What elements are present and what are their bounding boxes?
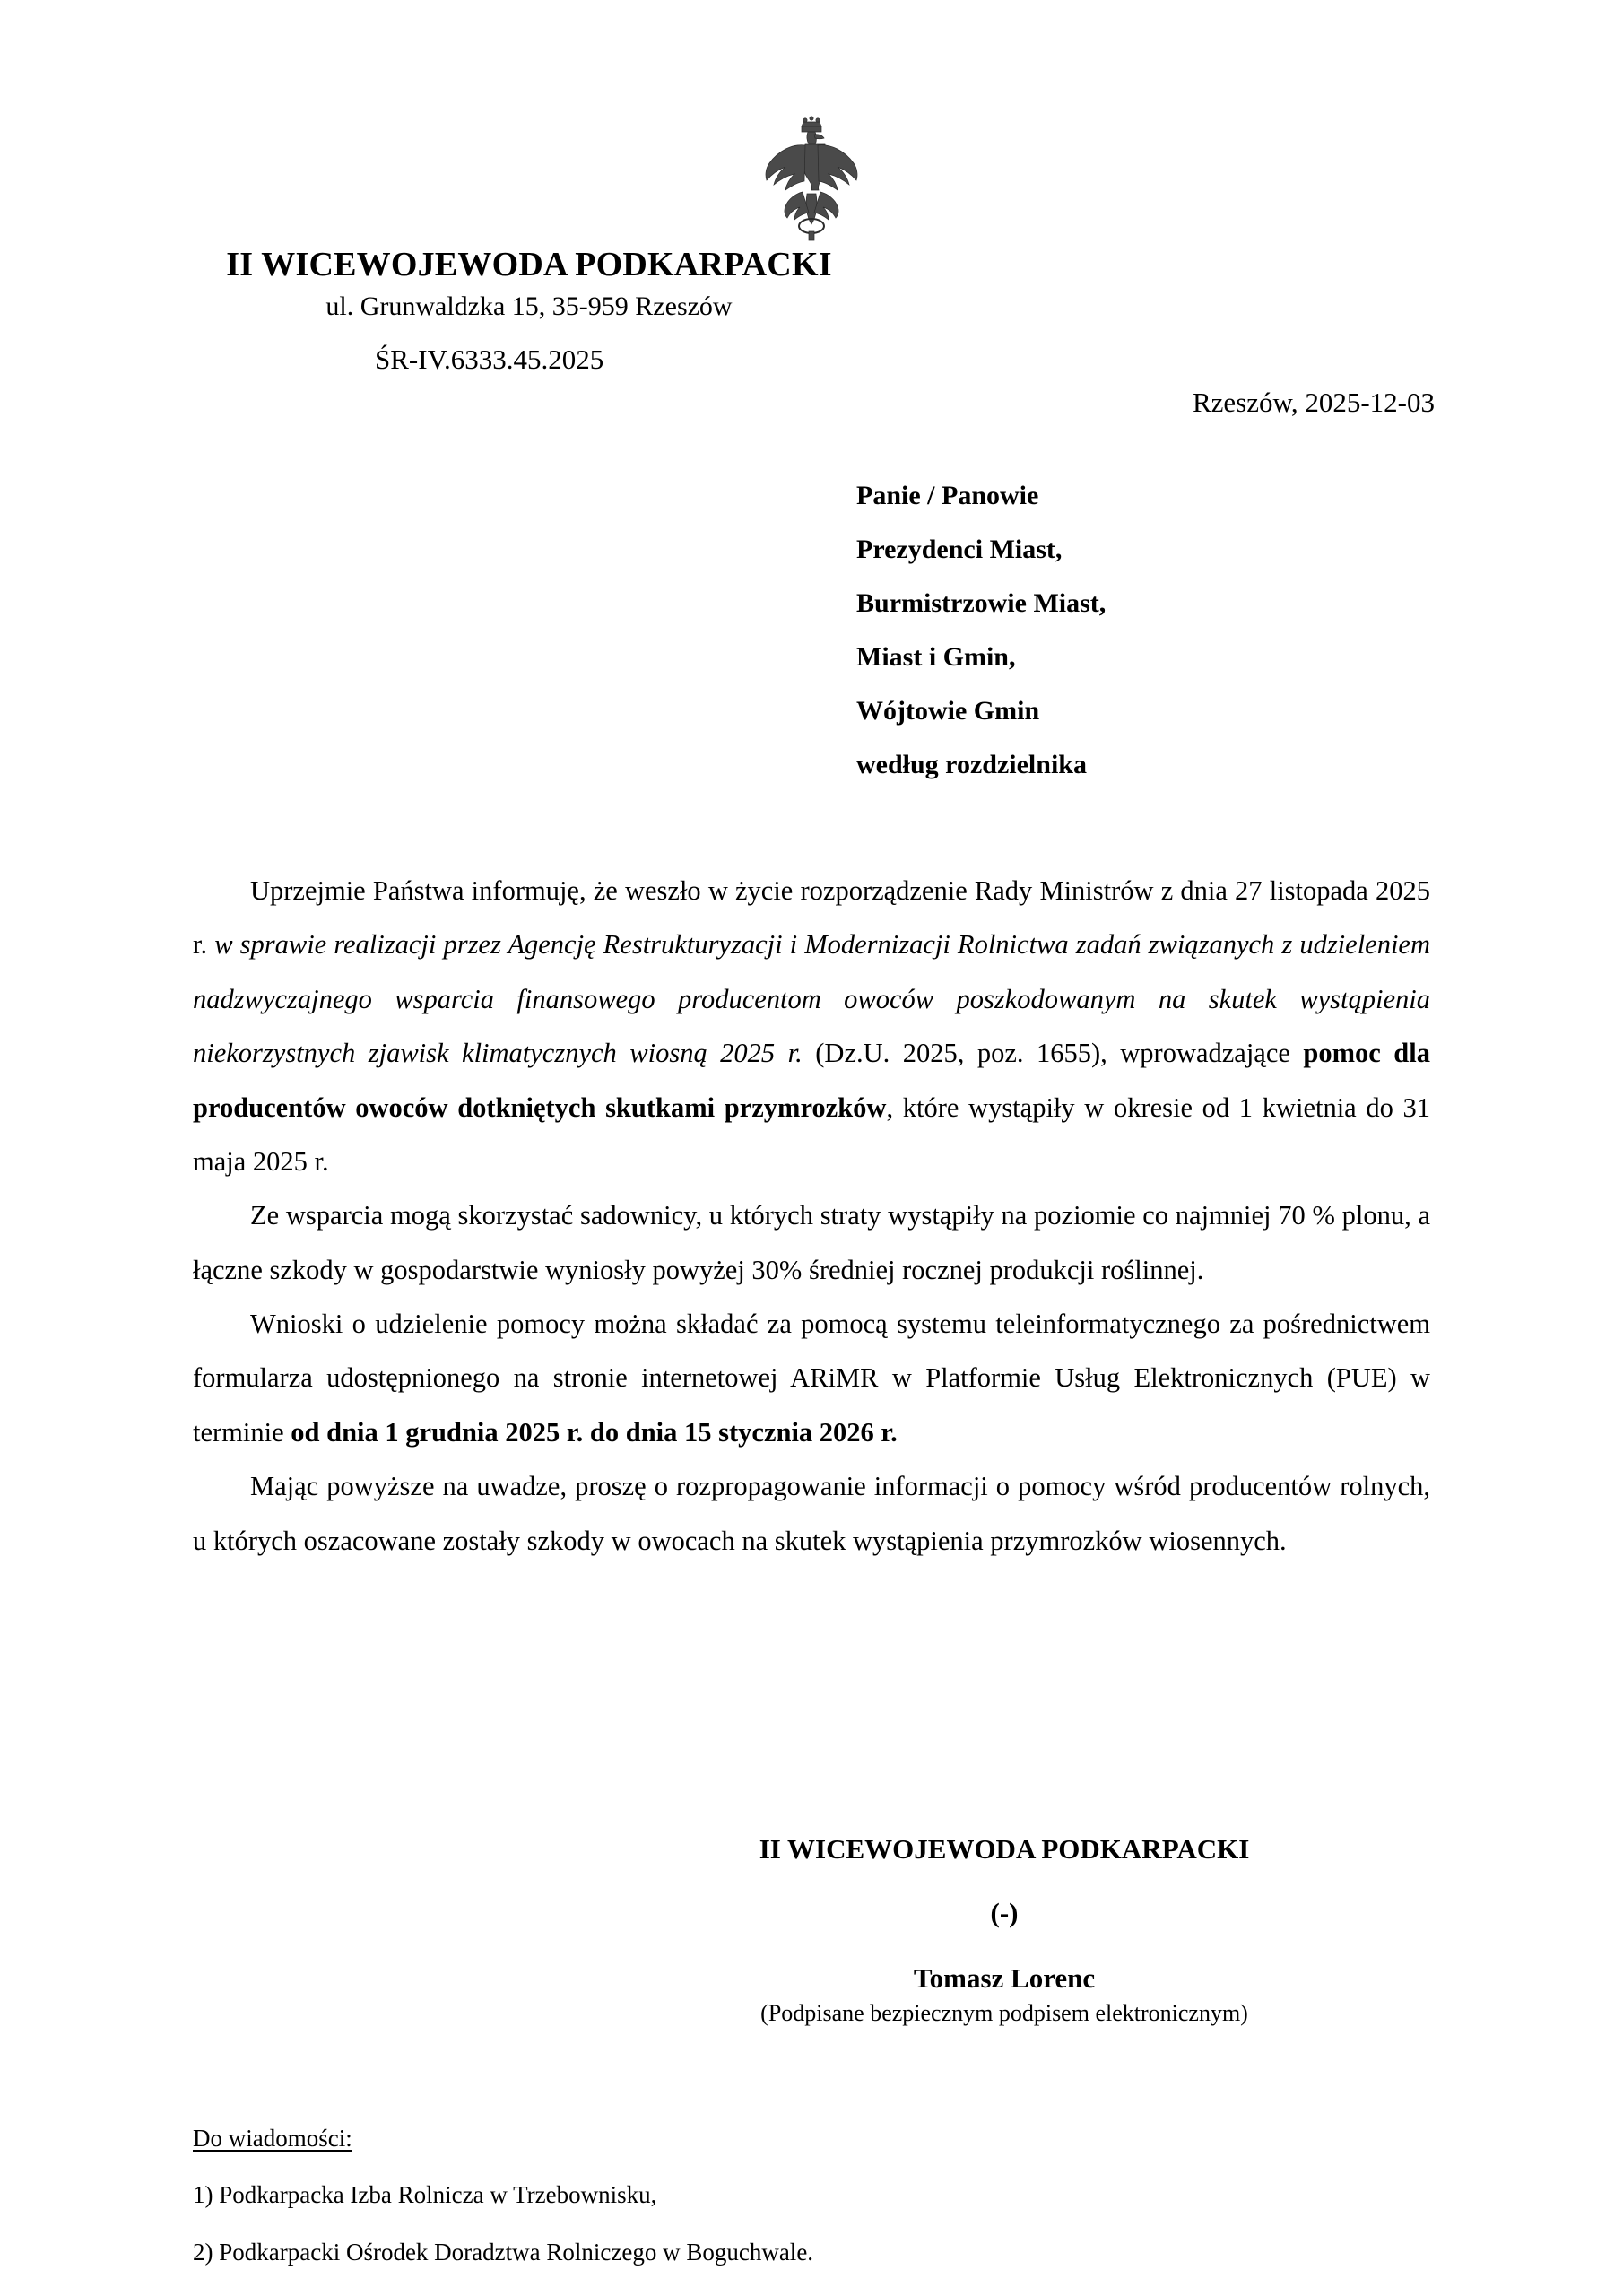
letterhead xyxy=(0,246,1058,323)
body-paragraph-3 xyxy=(193,1297,1430,1459)
addressee-block xyxy=(856,469,1106,792)
office-address: ul. Grunwaldzka 15, 35-959 Rzeszów xyxy=(325,291,733,321)
addressee-line: Prezydenci Miast, xyxy=(856,535,1063,564)
p1-part2-italic: w sprawie realizacji przez Agencję Restrukturyzacji i Modernizacji Rolnictwa zadań związanych z udzieleniem nadzwyczajnego wsparcia finansowego producentom owoców poszkodowanym na skutek wystąpienia niekorzystnych zjawisk klimatycznych wiosną 2025 r. xyxy=(193,929,1430,1069)
cc-list-item: 1) Podkarpacka Izba Rolnicza w Trzebownisku, xyxy=(193,2181,657,2209)
p1-part3: (Dz.U. 2025, poz. 1655), wprowadzające xyxy=(815,1038,1304,1069)
emblem-container xyxy=(0,115,1623,242)
p3-part2-bold: od dnia 1 grudnia 2025 r. do dnia 15 stycznia 2026 r. xyxy=(291,1416,898,1448)
cc-list-item: 2) Podkarpacki Ośrodek Doradztwa Rolniczego w Boguchwale. xyxy=(193,2238,814,2266)
p1-part5: , które wystąpiły w okresie od 1 kwietnia do 31 maja 2025 r. xyxy=(193,1091,1430,1177)
signature-name: Tomasz Lorenc xyxy=(913,1962,1096,1995)
p1-part4-bold: pomoc dla producentów owoców dotkniętych skutkami przymrozków xyxy=(193,1038,1430,1123)
place-and-date: Rzeszów, 2025-12-03 xyxy=(1192,387,1435,418)
body-paragraph-4: Mając powyższe na uwadze, proszę o rozpropagowanie informacji o pomocy wśród producentów rolnych, u których oszacowane zostały szkody w owocach na skutek wystąpienia przymrozków wiosennych. xyxy=(193,1471,1430,1556)
reference-number: ŚR-IV.6333.45.2025 xyxy=(375,344,604,375)
signature-dash: (-) xyxy=(990,1897,1019,1929)
p3-part1: Wnioski o udzielenie pomocy można składać za pomocą systemu teleinformatycznego za pośrednictwem formularza udostępnionego na stronie internetowej ARiMR w Platformie Usług Elektronicznych (PUE) w terminie xyxy=(193,1309,1430,1448)
signature-block xyxy=(574,1832,1435,2027)
signature-electronic-note: (Podpisane bezpiecznym podpisem elektronicznym) xyxy=(760,1999,1248,2026)
cc-list xyxy=(193,2180,1430,2266)
addressee-line: według rozdzielnika xyxy=(856,750,1087,779)
addressee-line: Panie / Panowie xyxy=(856,481,1039,510)
p1-part1: Uprzejmie Państwa informuję, że weszło w życie rozporządzenie Rady Ministrów z dnia 27 listopada 2025 r. xyxy=(193,875,1430,961)
addressee-line: Miast i Gmin, xyxy=(856,642,1016,672)
body-paragraph-2: Ze wsparcia mogą skorzystać sadownicy, u których straty wystąpiły na poziomie co najmniej 70 % plonu, a łączne szkody w gospodarstwie wyniosły powyżej 30% średniej rocznej produkcji roślinnej. xyxy=(193,1200,1430,1285)
letter-body xyxy=(193,864,1430,1568)
office-name: II WICEWOJEWODA PODKARPACKI xyxy=(226,246,832,283)
cc-block xyxy=(193,2124,1430,2266)
polish-eagle-emblem-icon xyxy=(757,115,866,242)
addressee-line: Burmistrzowie Miast, xyxy=(856,588,1107,618)
body-paragraph-1 xyxy=(193,864,1430,1188)
cc-heading: Do wiadomości: xyxy=(193,2125,352,2152)
signature-title: II WICEWOJEWODA PODKARPACKI xyxy=(759,1833,1250,1865)
addressee-line: Wójtowie Gmin xyxy=(856,696,1040,726)
